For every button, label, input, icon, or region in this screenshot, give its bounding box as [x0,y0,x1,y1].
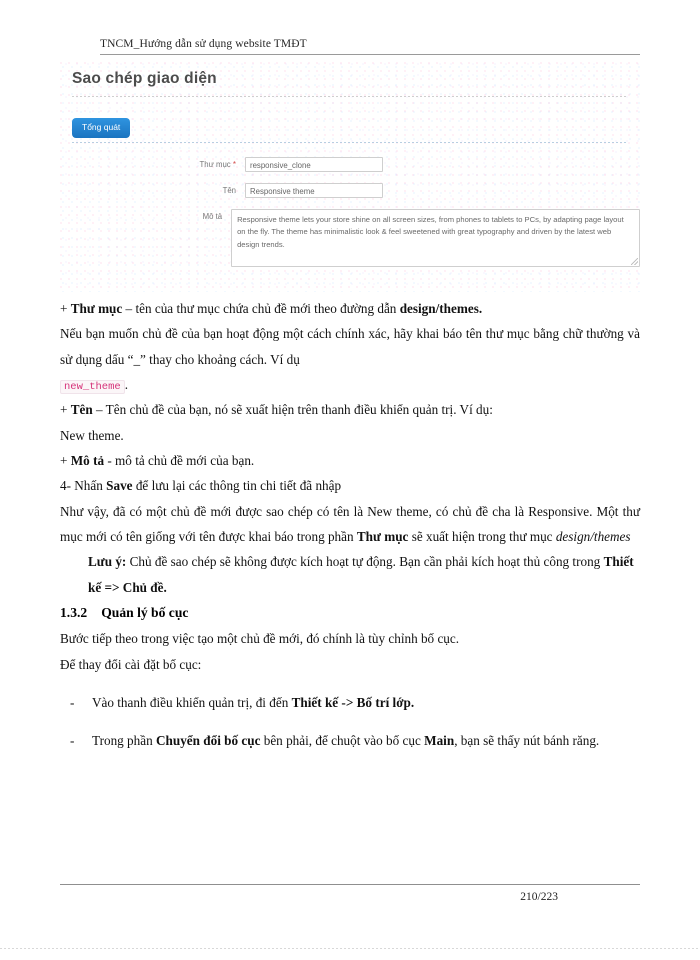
folder-input[interactable]: responsive_clone [245,157,383,172]
folder-code-tail: . [124,377,129,393]
summary-part-b: sẽ xuất hiện trong thư mục [408,529,556,545]
summary-italic-path: design/themes [555,529,631,545]
name-example-text: New theme. [60,427,124,443]
note-text: Chủ đề sao chép sẽ không được kích hoạt tự động. Bạn cần phải kích hoạt thủ công trong [126,554,604,570]
running-header [100,38,640,55]
folder-item-term: Thư mục [70,301,123,316]
para-step-4 [60,473,640,498]
change-intro-text: Để thay đổi cài đặt bố cục: [60,656,202,672]
bullet-dash-icon: - [70,733,75,749]
bullet2-part-b: bên phải, để chuột vào bố cục [260,733,425,749]
para-item-folder [60,296,640,321]
code-new-theme: new_theme [60,380,125,394]
description-field-label: Mô tả [202,212,223,221]
desc-item-prefix: + [60,453,71,469]
tab-bar [72,117,130,138]
folder-label-text: Thư mục [199,160,231,169]
section-number: 1.3.2 [60,605,88,621]
bullet-item-2 [70,728,640,753]
bullet2-part-a: Trong phần [92,733,156,749]
folder-field-label [60,157,245,169]
step4-save-term: Save [106,478,133,494]
folder-item-desc: – tên của thư mục chứa chủ đề mới theo đường dẫn [122,301,400,316]
required-asterisk: * [232,160,236,169]
name-input[interactable]: Responsive theme [245,183,383,198]
running-header-text: TNCM_Hướng dẫn sử dụng website TMĐT [100,38,307,50]
tab-tong-quat[interactable]: Tổng quát [72,118,130,138]
folder-item-prefix: + [60,301,71,316]
step4-rest: để lưu lại các thông tin chi tiết đã nhập [132,478,342,494]
form-row-description [60,209,640,267]
name-item-term: Tên [70,402,93,418]
section-heading [60,600,640,626]
desc-item-term: Mô tả [70,453,105,469]
para-folder-note [60,321,640,372]
embedded-screenshot [60,62,640,292]
section-intro-text: Bước tiếp theo trong việc tạo một chủ đề mới, đó chính là tùy chỉnh bố cục. [60,631,460,647]
bullet2-bold-main: Main [424,733,455,749]
bullet2-bold-switch: Chuyển đổi bố cục [156,733,261,749]
step4-prefix: 4- Nhấn [60,478,107,494]
name-field-label: Tên [222,186,236,195]
name-item-desc: – Tên chủ đề của bạn, nó sẽ xuất hiện trên thanh điều khiển quản trị. Ví dụ: [92,402,493,418]
bullet1-bold-path: Thiết kế -> Bố trí lớp. [291,694,415,710]
bullet-item-1 [70,690,640,715]
summary-part-a: Như vậy, đã có một chủ đề mới được sao chép có tên là New theme, có chủ đề cha là Responsive. Một thư mục mới có tên giống với tên được khai báo trong phần [60,503,640,545]
section-title: Quản lý bố cục [101,605,189,621]
bullet2-part-c: , bạn sẽ thấy nút bánh răng. [454,733,600,749]
para-summary [60,499,640,550]
folder-item-path: design/themes. [399,301,483,316]
para-note [88,549,640,600]
bullet-2-text [92,728,640,753]
page-bottom-edge [0,948,700,949]
screenshot-page-title: Sao chép giao diện [72,70,217,87]
form-row-folder [60,157,640,172]
para-folder-code [60,372,640,397]
para-item-description [60,448,640,473]
theme-clone-form [60,157,640,278]
form-row-name [60,183,640,198]
para-section-intro [60,626,640,651]
screenshot-title-divider [72,96,628,97]
note-bold-tail: Thiết kế => Chủ đề. [88,554,634,595]
header-rule [100,54,640,55]
note-label: Lưu ý: [88,554,127,570]
bullet1-part-a: Vào thanh điều khiển quản trị, đi đến [92,694,292,710]
desc-item-desc: - mô tả chủ đề mới của bạn. [104,453,255,469]
name-item-prefix: + [60,402,71,418]
resize-handle-icon[interactable] [631,258,638,265]
description-textarea[interactable] [231,209,640,267]
tab-bar-underline [72,142,628,143]
description-textarea-text: Responsive theme lets your store shine on all screen sizes, from phones to tablets to PCs, by adapting page layout on the fly. The theme has minimalistic look & feel sweetened with great typography and driven by the latest web design trends. [237,215,624,249]
para-item-name [60,397,640,422]
page-number: 210/223 [520,891,558,903]
summary-bold-term: Thư mục [356,529,409,545]
bullet-dash-icon: - [70,694,75,710]
folder-note-text: Nếu bạn muốn chủ đề của bạn hoạt động một cách chính xác, hãy khai báo tên thư mục bằng chữ thường và sử dụng dấu “_” thay cho khoảng cách. Ví dụ [60,326,640,367]
footer-rule [60,884,640,885]
para-change-intro [60,652,640,677]
document-body [60,296,640,754]
para-name-example [60,423,640,448]
bullet-1-text [92,690,640,715]
document-footer [60,884,640,903]
